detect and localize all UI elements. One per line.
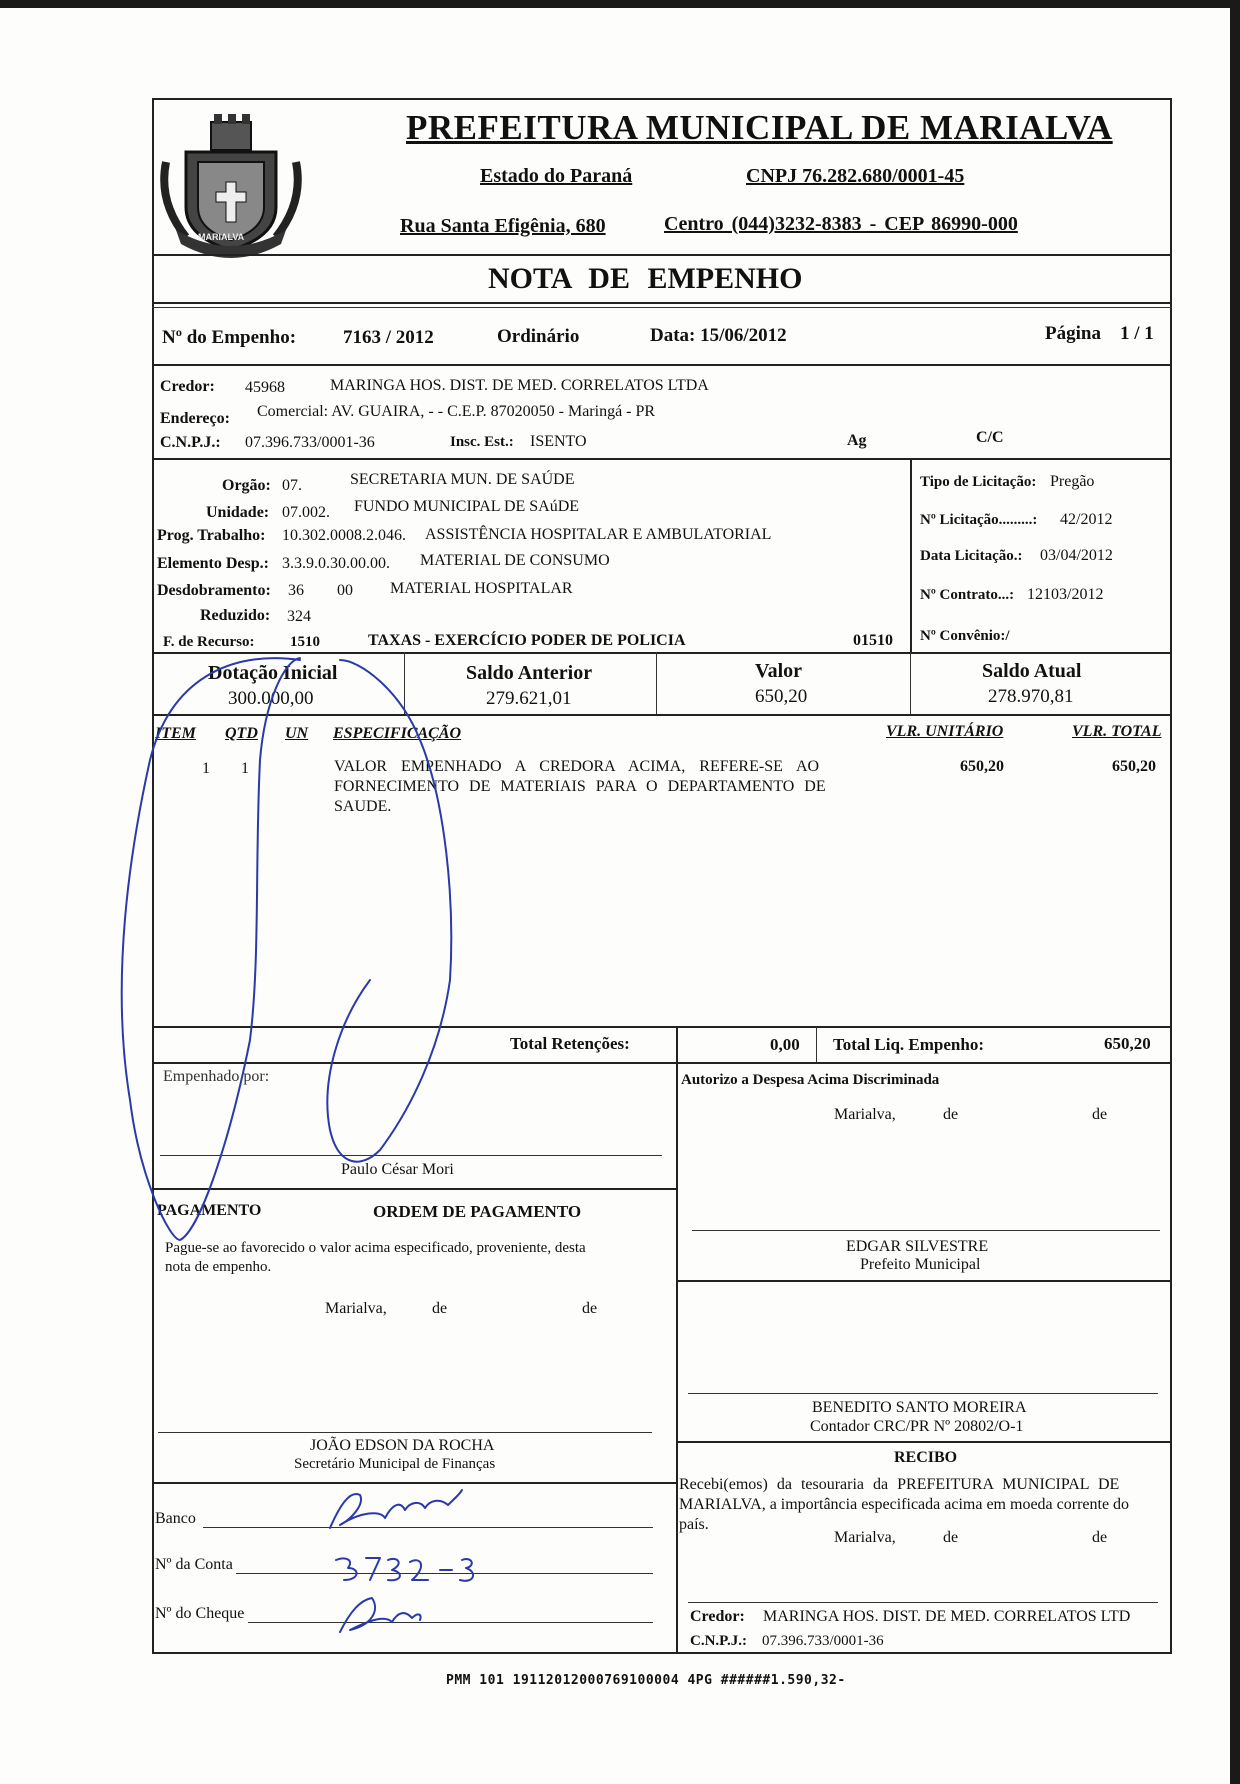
insc-label: Insc. Est.: [450, 434, 514, 450]
banco-label: Banco [155, 1510, 196, 1527]
pagamento-text-line2: nota de empenho. [165, 1259, 272, 1275]
ag-label: Ag [847, 432, 867, 449]
cc-label: C/C [976, 429, 1004, 446]
item-spec-line3: SAUDE. [334, 798, 392, 815]
autorizo-city: Marialva, [834, 1106, 896, 1123]
valor-value: 650,20 [755, 686, 808, 707]
pagamento-de2: de [582, 1300, 598, 1317]
recibo-line2: MARIALVA, a importância especificada acima em moeda corrente do [679, 1496, 1130, 1513]
credor-name: MARINGA HOS. DIST. DE MED. CORRELATOS LTDA [330, 377, 709, 394]
recurso-name: TAXAS - EXERCÍCIO PODER DE POLICIA [368, 632, 686, 649]
recibo-de2: de [1092, 1529, 1108, 1546]
page-label: Página [1045, 323, 1101, 344]
cheque-label: Nº do Cheque [155, 1605, 245, 1622]
num-licitacao-value: 42/2012 [1060, 511, 1113, 528]
total-liq-label: Total Liq. Empenho: [833, 1035, 984, 1054]
data-licitacao-label: Data Licitação.: [920, 548, 1023, 564]
ordem-pagamento-title: ORDEM DE PAGAMENTO [373, 1202, 582, 1221]
item-unit-price: 650,20 [960, 758, 1004, 775]
elemento-code: 3.3.9.0.30.00.00. [282, 555, 390, 572]
credor-address: Comercial: AV. GUAIRA, - - C.E.P. 87020050 - Maringá - PR [257, 403, 656, 420]
ink-account-number [336, 1558, 473, 1581]
col-especificacao: ESPECIFICAÇÃO [333, 725, 462, 742]
col-vlr-total: VLR. TOTAL [1072, 723, 1162, 740]
saldo-atual-value: 278.970,81 [988, 686, 1074, 707]
col-un: UN [285, 725, 309, 742]
header-address: Rua Santa Efigênia, 680 [400, 215, 606, 237]
empenhado-label: Empenhado por: [163, 1068, 270, 1085]
valor-label: Valor [755, 660, 803, 682]
recibo-credor-label: Credor: [690, 1608, 745, 1625]
header-state: Estado do Paraná [480, 165, 633, 187]
autorizo-signer-role: Prefeito Municipal [860, 1256, 981, 1273]
unidade-name: FUNDO MUNICIPAL DE SAúDE [354, 498, 580, 515]
contrato-label: Nº Contrato...: [920, 587, 1015, 603]
autorizo-de2: de [1092, 1106, 1108, 1123]
total-retencoes-value: 0,00 [770, 1035, 800, 1054]
orgao-code: 07. [282, 477, 302, 494]
empenho-number-label: Nº do Empenho: [162, 327, 297, 348]
reduzido-label: Reduzido: [200, 607, 271, 624]
total-liq-value: 650,20 [1104, 1034, 1151, 1053]
data-licitacao-value: 03/04/2012 [1040, 547, 1113, 564]
pagamento-signer: JOÃO EDSON DA ROCHA [310, 1437, 495, 1454]
reduzido-value: 324 [287, 608, 311, 625]
cnpj-label: C.N.P.J.: [160, 434, 221, 451]
page-number: 1 / 1 [1120, 323, 1154, 344]
ink-loop-small [327, 660, 451, 1162]
contrato-value: 12103/2012 [1027, 586, 1104, 603]
autorizo-de1: de [943, 1106, 959, 1123]
credor-cnpj: 07.396.733/0001-36 [245, 434, 375, 451]
item-spec-line2: FORNECIMENTO DE MATERIAIS PARA O DEPARTAMENTO DE [334, 778, 826, 795]
saldo-dotacao-label: Dotação Inicial [208, 662, 338, 684]
pagamento-de1: de [432, 1300, 448, 1317]
item-spec-line1: VALOR EMPENHADO A CREDORA ACIMA, REFERE-SE AO [334, 758, 820, 775]
autorizo-signer: EDGAR SILVESTRE [846, 1238, 989, 1255]
prog-code: 10.302.0008.2.046. [282, 527, 406, 544]
crest-ribbon-text: MARIALVA [198, 232, 245, 242]
prog-name: ASSISTÊNCIA HOSPITALAR E AMBULATORIAL [425, 526, 772, 543]
recurso-code2: 01510 [853, 632, 893, 649]
ink-bank-signature [330, 1490, 462, 1528]
saldo-anterior-label: Saldo Anterior [466, 662, 593, 684]
recibo-cnpj-value: 07.396.733/0001-36 [762, 1633, 884, 1649]
desdobramento-label: Desdobramento: [157, 582, 271, 599]
credor-label: Credor: [160, 378, 215, 395]
unidade-label: Unidade: [206, 504, 270, 521]
col-item: ITEM [155, 725, 196, 742]
recibo-title: RECIBO [894, 1449, 958, 1466]
elemento-name: MATERIAL DE CONSUMO [420, 552, 610, 569]
pagamento-signer-role: Secretário Municipal de Finanças [294, 1456, 496, 1472]
tipo-licitacao-label: Tipo de Licitação: [920, 474, 1037, 490]
desdobramento-code2: 00 [337, 582, 353, 599]
total-retencoes-label: Total Retenções: [510, 1034, 630, 1053]
col-vlr-unitario: VLR. UNITÁRIO [886, 723, 1004, 740]
num-licitacao-label: Nº Licitação.........: [920, 512, 1038, 528]
pagamento-label: PAGAMENTO [157, 1202, 262, 1219]
recibo-credor-name: MARINGA HOS. DIST. DE MED. CORRELATOS LTD [763, 1608, 1131, 1625]
recurso-code: 1510 [290, 634, 320, 650]
tipo-licitacao-value: Pregão [1050, 473, 1095, 490]
convenio-label: Nº Convênio:/ [920, 628, 1010, 644]
header-cnpj: CNPJ 76.282.680/0001-45 [746, 165, 965, 187]
item-qtd: 1 [241, 760, 249, 777]
recibo-line3: país. [679, 1516, 709, 1533]
unidade-code: 07.002. [282, 504, 330, 521]
orgao-label: Orgão: [222, 477, 271, 494]
recibo-city: Marialva, [834, 1529, 896, 1546]
recibo-cnpj-label: C.N.P.J.: [690, 1633, 747, 1649]
empenho-number: 7163 / 2012 [343, 327, 434, 348]
desdobramento-code1: 36 [288, 582, 304, 599]
empenho-date: Data: 15/06/2012 [650, 325, 787, 346]
item-number: 1 [202, 760, 210, 777]
recibo-line1: Recebi(emos) da tesouraria da PREFEITURA MUNICIPAL DE [679, 1476, 1120, 1493]
item-total-price: 650,20 [1112, 758, 1156, 775]
conta-label: Nº da Conta [155, 1556, 233, 1573]
doc-title: NOTA DE EMPENHO [488, 262, 803, 295]
recibo-de1: de [943, 1529, 959, 1546]
empenhado-name: Paulo César Mori [341, 1161, 454, 1178]
empenho-type: Ordinário [497, 326, 580, 347]
saldo-atual-label: Saldo Atual [982, 660, 1082, 682]
orgao-name: SECRETARIA MUN. DE SAÚDE [350, 471, 575, 488]
address-label: Endereço: [160, 410, 230, 427]
footer-code: PMM 101 19112012000769100004 4PG ######1.590,32- [446, 1673, 846, 1688]
elemento-label: Elemento Desp.: [157, 555, 269, 572]
pagamento-text-line1: Pague-se ao favorecido o valor acima especificado, proveniente, desta [165, 1240, 586, 1256]
ink-cheque-signature [340, 1598, 421, 1632]
insc-value: ISENTO [530, 433, 587, 450]
saldo-anterior-value: 279.621,01 [486, 688, 572, 709]
recurso-label: F. de Recurso: [163, 634, 255, 650]
saldo-dotacao-value: 300.000,00 [228, 688, 314, 709]
credor-code: 45968 [245, 379, 285, 396]
col-qtd: QTD [225, 725, 258, 742]
desdobramento-name: MATERIAL HOSPITALAR [390, 580, 573, 597]
header-title: PREFEITURA MUNICIPAL DE MARIALVA [406, 108, 1113, 147]
header-contact: Centro (044)3232-8383 - CEP 86990-000 [664, 213, 1018, 235]
ink-loop-large [122, 658, 300, 1240]
contador-role: Contador CRC/PR Nº 20802/O-1 [810, 1418, 1024, 1435]
prog-label: Prog. Trabalho: [157, 527, 266, 544]
pagamento-city: Marialva, [325, 1300, 387, 1317]
contador-name: BENEDITO SANTO MOREIRA [812, 1399, 1027, 1416]
autorizo-label: Autorizo a Despesa Acima Discriminada [681, 1072, 940, 1088]
